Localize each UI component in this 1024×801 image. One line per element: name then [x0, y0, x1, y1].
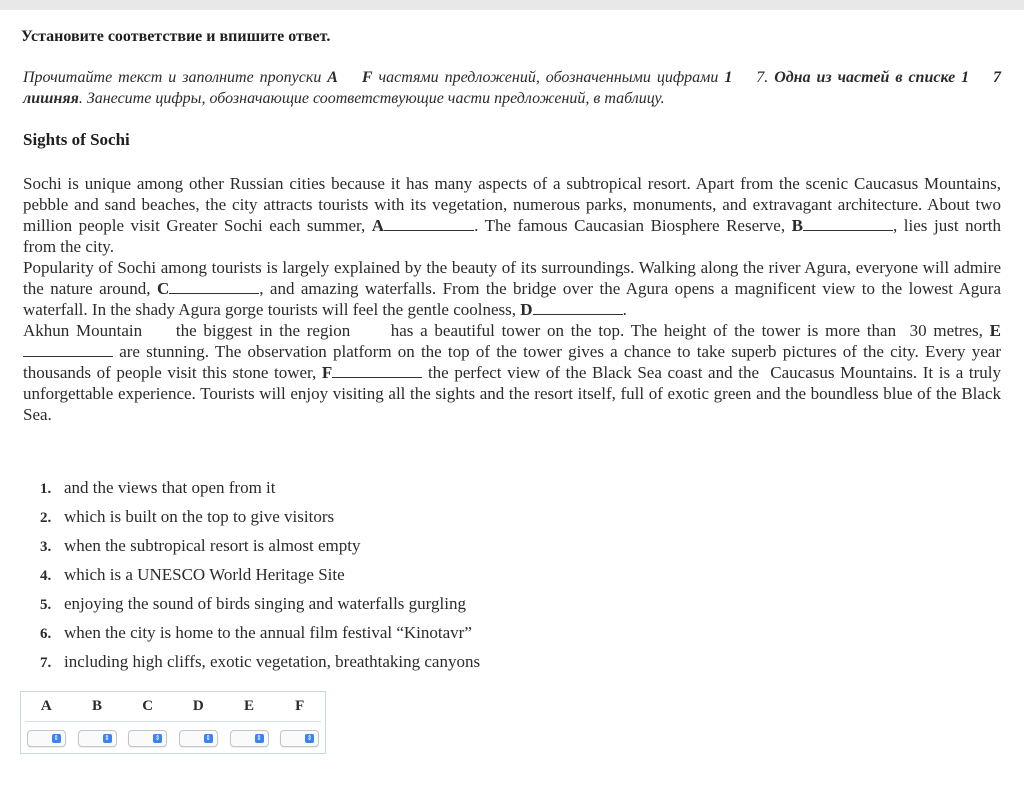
column-header-f: F [295, 698, 305, 714]
gap-c-label: C [156, 279, 170, 298]
paragraph-1 [23, 173, 1001, 257]
option-item [40, 477, 480, 506]
instruction-part: 7. [732, 69, 775, 86]
passage-text: Akhun Mountain the biggest in the region has a beautiful tower on the top. The height of the tower is more than 30 metres, [23, 321, 990, 340]
column-header-d: D [192, 698, 204, 714]
gap-e-line [23, 342, 113, 357]
option-text: which is built on the top to give visitors [64, 507, 335, 526]
answer-row [21, 722, 325, 754]
top-bar [0, 0, 1024, 10]
gap-c-line [169, 279, 259, 294]
answer-cell-c [122, 730, 173, 747]
chevron-up-down-icon: ⇕ [53, 733, 60, 742]
instruction-number-1: 1 [724, 69, 733, 86]
option-item [40, 535, 480, 564]
answer-select-c[interactable] [128, 730, 167, 747]
option-number: 4. [40, 568, 52, 584]
answer-select-a[interactable] [27, 730, 66, 747]
passage-text: Popularity of Sochi among tourists is largely explained by the beauty of its surroundings. Walking along the river Agura, everyone will admire the nature around, [23, 258, 1001, 298]
instruction-part: Прочитайте текст и заполните пропуски [23, 69, 328, 86]
options-list [40, 477, 480, 680]
answer-select-e[interactable] [230, 730, 269, 747]
answer-cell-e [224, 730, 275, 747]
passage-text: Sochi is unique among other Russian cities because it has many aspects of a subtropical resort. Apart from the scenic Caucasus Mountains, pebble and sand beaches, the city attracts tourists with its vegetation, numerous parks, monuments, and extravagant architecture. About two million people visit Greater Sochi each summer, [23, 174, 1001, 235]
reading-passage [23, 173, 1006, 425]
answer-select-d[interactable] [179, 730, 218, 747]
paragraph-3 [23, 320, 1006, 425]
option-item [40, 622, 480, 651]
instruction-bold: Одна из частей в списке 1 7 лишняя [23, 69, 1006, 107]
passage-text: . The famous Caucasian Biosphere Reserve, [474, 216, 792, 235]
answer-table [20, 691, 326, 754]
answer-cell-b [72, 730, 123, 747]
answer-select-b[interactable] [78, 730, 117, 747]
option-item [40, 651, 480, 680]
instruction-gap [338, 69, 362, 86]
gap-a-line [384, 216, 474, 231]
passage-text: , lies just north from the city. [23, 216, 1001, 256]
chevron-up-down-icon: ⇕ [154, 733, 161, 742]
column-header-a: A [40, 698, 52, 714]
option-number: 1. [40, 481, 52, 497]
text-title: Sights of Sochi [23, 130, 130, 149]
option-text: and the views that open from it [64, 478, 276, 497]
option-number: 2. [40, 510, 52, 526]
option-item [40, 506, 480, 535]
gap-f-line [332, 363, 422, 378]
answer-select-f[interactable] [280, 730, 319, 747]
column-header-e: E [244, 698, 255, 714]
column-header-b: B [92, 698, 103, 714]
option-item [40, 593, 480, 622]
option-text: including high cliffs, exotic vegetation, breathtaking canyons [64, 652, 481, 671]
option-text: which is a UNESCO World Heritage Site [64, 565, 345, 584]
chevron-up-down-icon: ⇕ [306, 733, 313, 742]
option-number: 6. [40, 626, 52, 642]
chevron-up-down-icon: ⇕ [104, 733, 110, 742]
option-text: when the subtropical resort is almost empty [64, 536, 361, 555]
passage-text: the perfect view of the Black Sea coast and the Caucasus Mountains. It is a truly unforgettable experience. Tourists will enjoy visiting all the sights and the resort itself, full of exotic green and the boundless blue of the Black Sea. [23, 363, 1006, 424]
option-number: 7. [40, 655, 52, 671]
gap-b-line [803, 216, 893, 231]
instruction-part: частями предложений, обозначенными цифрами [372, 69, 725, 86]
instruction-letter-a: A [327, 69, 338, 86]
option-text: when the city is home to the annual film festival “Kinotavr” [64, 623, 472, 642]
task-title: Установите соответствие и впишите ответ. [21, 28, 331, 45]
gap-e-label: E [989, 321, 1001, 340]
gap-a-label: A [371, 216, 385, 235]
column-header-c: C [142, 698, 154, 714]
answer-cell-a [21, 730, 72, 747]
instruction-part: . Занесите цифры, обозначающие соответствующие части предложений, в таблицу. [78, 90, 665, 107]
instruction-letter-f: F [361, 69, 373, 86]
option-text: enjoying the sound of birds singing and waterfalls gurgling [64, 594, 466, 613]
chevron-up-down-icon: ⇕ [205, 733, 212, 742]
passage-text: , and amazing waterfalls. From the bridge over the Agura opens a magnificent view to the lowest Agura waterfall. In the shady Agura gorge tourists will feel the gentle coolness, [23, 279, 1001, 319]
gap-d-line [533, 300, 623, 315]
passage-text: are stunning. The observation platform on the top of the tower gives a chance to take superb pictures of the city. Every year thousands of people visit this stone tower, [23, 342, 1001, 382]
gap-b-label: B [791, 216, 803, 235]
paragraph-2 [23, 257, 1001, 320]
gap-f-label: F [321, 363, 333, 382]
option-item [40, 564, 480, 593]
option-number: 5. [40, 597, 52, 613]
answer-table-header [21, 692, 325, 721]
answer-cell-f [274, 730, 325, 747]
passage-text: . [622, 300, 627, 319]
gap-d-label: D [520, 300, 533, 319]
instruction-text [23, 67, 1006, 109]
option-number: 3. [40, 539, 52, 555]
chevron-up-down-icon: ⇕ [256, 733, 262, 742]
answer-cell-d [173, 730, 224, 747]
